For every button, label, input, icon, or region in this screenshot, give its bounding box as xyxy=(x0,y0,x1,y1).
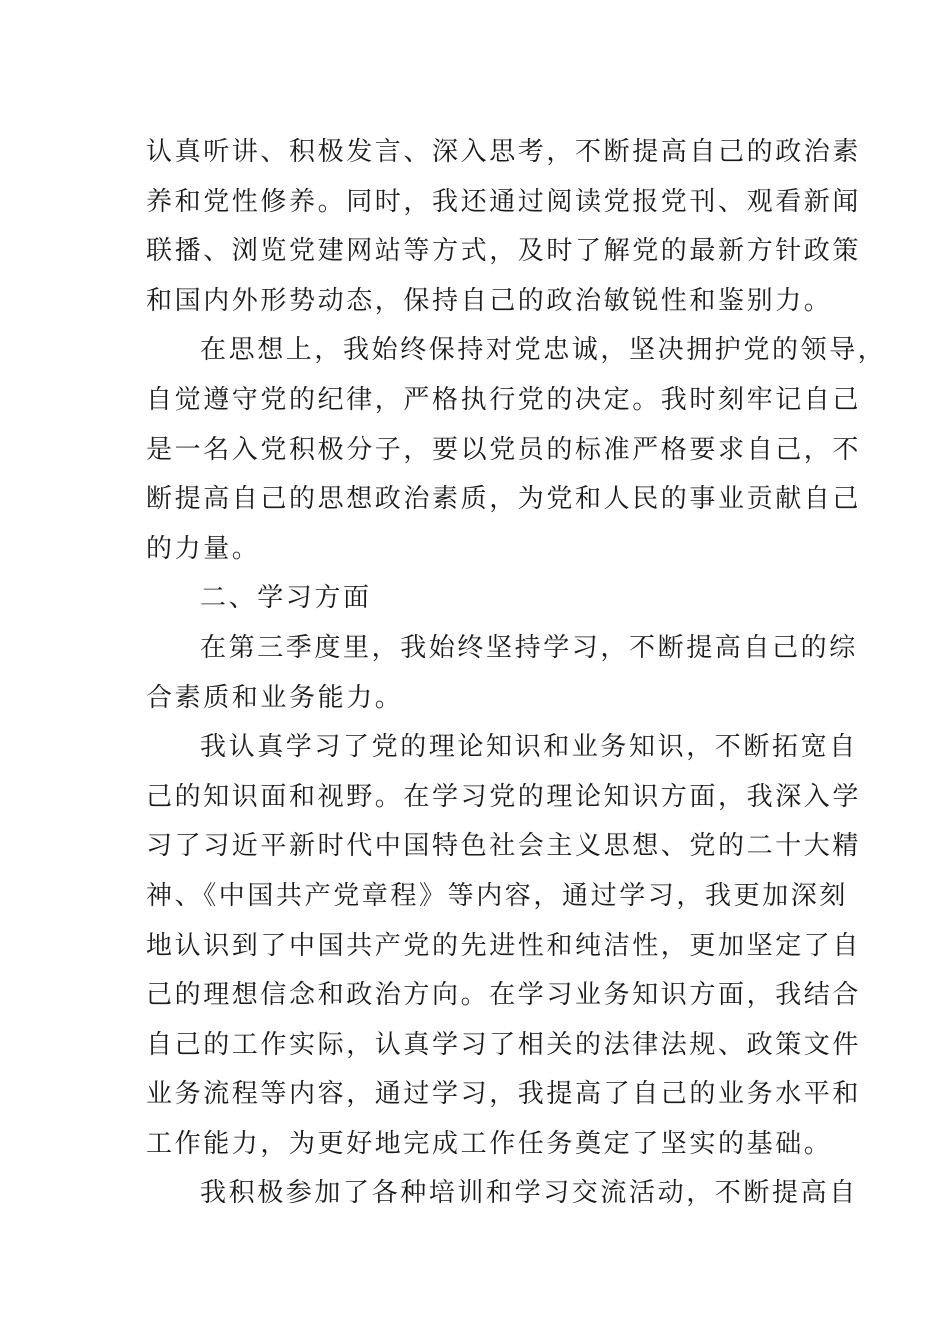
paragraph-start-line: 在思想上，我始终保持对党忠诚，坚决拥护党的领导， xyxy=(200,335,887,366)
paragraph-start-line: 在第三季度里，我始终坚持学习，不断提高自己的综 xyxy=(200,632,858,663)
document-body xyxy=(146,128,887,1219)
text-line: 断提高自己的思想政治素质，为党和人民的事业贡献自己 xyxy=(146,484,862,515)
text-line: 是一名入党积极分子，要以党员的标准严格要求自己，不 xyxy=(146,434,862,465)
text-line: 己的理想信念和政治方向。在学习业务知识方面，我结合 xyxy=(146,980,862,1011)
text-line: 自觉遵守党的纪律，严格执行党的决定。我时刻牢记自己 xyxy=(146,384,862,415)
text-line: 己的知识面和视野。在学习党的理论知识方面，我深入学 xyxy=(146,781,862,812)
section-heading: 二、学习方面 xyxy=(200,583,372,614)
text-line: 习了习近平新时代中国特色社会主义思想、党的二十大精 xyxy=(146,831,862,862)
paragraph-start-line: 我认真学习了党的理论知识和业务知识，不断拓宽自 xyxy=(200,732,858,763)
text-line: 认真听讲、积极发言、深入思考，不断提高自己的政治素 xyxy=(146,137,862,167)
text-line: 合素质和业务能力。 xyxy=(146,682,404,713)
text-line: 养和党性修养。同时，我还通过阅读党报党刊、观看新闻 xyxy=(146,186,862,217)
text-line: 自己的工作实际，认真学习了相关的法律法规、政策文件 xyxy=(146,1029,862,1060)
text-line: 联播、浏览党建网站等方式，及时了解党的最新方针政策 xyxy=(146,236,862,267)
text-line: 业务流程等内容，通过学习，我提高了自己的业务水平和 xyxy=(146,1079,862,1110)
text-line: 和国内外形势动态，保持自己的政治敏锐性和鉴别力。 xyxy=(146,285,833,316)
text-line: 工作能力，为更好地完成工作任务奠定了坚实的基础。 xyxy=(146,1128,833,1159)
text-line: 的力量。 xyxy=(146,533,261,564)
text-line: 神、《中国共产党章程》等内容，通过学习，我更加深刻 xyxy=(146,880,849,911)
text-line: 地认识到了中国共产党的先进性和纯洁性，更加坚定了自 xyxy=(146,930,862,961)
paragraph-start-line: 我积极参加了各种培训和学习交流活动，不断提高自 xyxy=(200,1178,858,1209)
